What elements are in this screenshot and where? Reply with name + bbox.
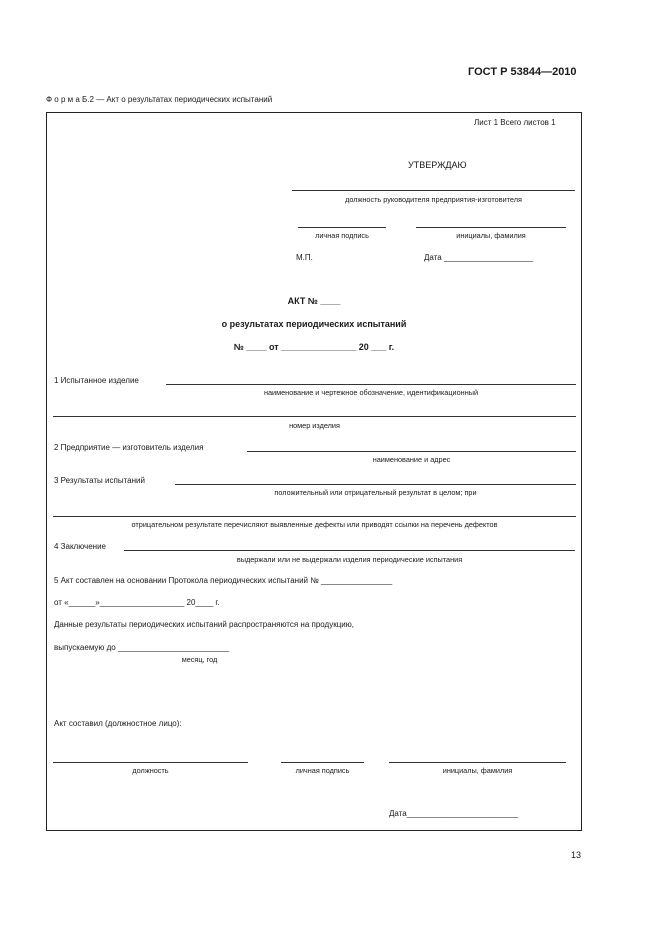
item4-line [124, 550, 575, 551]
item1-caption2: номер изделия [289, 421, 340, 430]
approval-date: Дата ____________________ [424, 253, 533, 262]
produced-until: выпускаемую до _________________________ [54, 643, 230, 652]
sig-signature-caption: личная подпись [295, 766, 350, 775]
item1-line2 [53, 416, 576, 417]
item4-label: 4 Заключение [54, 542, 106, 551]
sig-position-caption: должность [132, 766, 169, 775]
signature-line [298, 227, 386, 228]
item3-label: 3 Результаты испытаний [54, 476, 145, 485]
item1-caption: наименование и чертежное обозначение, идентификационный [263, 388, 479, 397]
item3-line [175, 484, 576, 485]
item2-line [247, 451, 576, 452]
sig-position-line [53, 762, 248, 763]
item4-caption: выдержали или не выдержали изделия периодические испытания [236, 555, 463, 564]
position-caption: должность руководителя предприятия-изготовителя [345, 195, 522, 204]
stamp-label: М.П. [296, 253, 313, 262]
item1-label: 1 Испытанное изделие [54, 376, 139, 385]
name-line [416, 227, 566, 228]
item5-text: 5 Акт составлен на основании Протокола периодических испытаний № ________________ [54, 576, 393, 585]
form-caption: Ф о р м а Б.2 — Акт о результатах периодических испытаний [46, 95, 273, 104]
item3-line2 [53, 516, 576, 517]
sig-signature-line [281, 762, 364, 763]
name-caption: инициалы, фамилия [456, 231, 526, 240]
standard-code: ГОСТ Р 53844—2010 [468, 66, 577, 78]
distribution-text: Данные результаты периодических испытаний распространяются на продукцию, [54, 620, 354, 629]
month-year-caption: месяц, год [181, 655, 218, 664]
act-title: АКТ № ____ [287, 296, 341, 306]
sig-date: Дата_________________________ [389, 809, 518, 818]
sig-name-caption: инициалы, фамилия [442, 766, 513, 775]
item3-caption2: отрицательном результате перечисляют выявленные дефекты или приводят ссылки на перечень дефектов [131, 520, 498, 529]
act-subtitle: о результатах периодических испытаний [221, 319, 407, 329]
signature-caption: личная подпись [315, 231, 369, 240]
composed-by: Акт составил (должностное лицо): [54, 719, 182, 728]
basis-date-line: от «______»___________________ 20____ г. [54, 598, 220, 607]
page-number: 13 [571, 850, 582, 860]
item2-label: 2 Предприятие — изготовитель изделия [54, 443, 204, 452]
item3-caption: положительный или отрицательный результат в целом; при [274, 488, 477, 497]
item2-caption: наименование и адрес [372, 455, 451, 464]
act-number-line: № ____ от _______________ 20 ___ г. [233, 342, 395, 352]
position-line [292, 190, 575, 191]
sig-name-line [389, 762, 566, 763]
sheet-info: Лист 1 Всего листов 1 [474, 118, 556, 127]
approval-title: УТВЕРЖДАЮ [408, 160, 467, 170]
item1-line [166, 384, 576, 385]
